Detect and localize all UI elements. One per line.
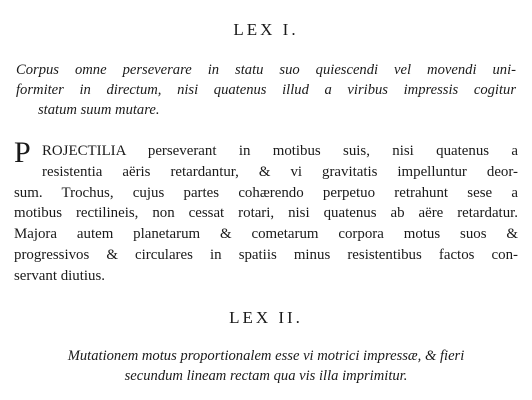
drop-cap-initial: P bbox=[14, 136, 31, 169]
commentary-line: ROJECTILIA perseverant in motibus suis, nisi quatenus a bbox=[42, 143, 518, 159]
commentary-line: progressivos & circulares in spatiis minus resistentibus factos con- bbox=[14, 246, 518, 263]
law-1-heading: LEX I. bbox=[233, 20, 299, 39]
law-1-statement-line: statum suum mutare. bbox=[38, 102, 160, 118]
commentary-line: motibus rectilineis, non cessat rotari, nisi quatenus ab aëre retardatur. bbox=[14, 205, 518, 222]
law-2-statement-line: secundum lineam rectam qua vis illa imprimitur. bbox=[124, 368, 408, 384]
law-2-statement bbox=[16, 346, 516, 386]
law-1-statement-line: formiter in directum, nisi quatenus illud a viribus impressis cogitur bbox=[16, 82, 516, 98]
law-1-statement-line: Corpus omne perseverare in statu suo quiescendi vel movendi uni- bbox=[16, 62, 516, 78]
law-2-heading: LEX II. bbox=[229, 308, 303, 327]
law-1-commentary bbox=[14, 136, 518, 287]
commentary-line: servant diutius. bbox=[14, 267, 105, 284]
law-1-statement bbox=[16, 60, 516, 120]
commentary-line: Majora autem planetarum & cometarum corpora motus suos & bbox=[14, 226, 518, 243]
commentary-line: resistentia aëris retardantur, & vi gravitatis impelluntur deor- bbox=[42, 163, 518, 180]
law-2-statement-line: Mutationem motus proportionalem esse vi motrici impressæ, & fieri bbox=[67, 348, 465, 364]
commentary-line: sum. Trochus, cujus partes cohærendo perpetuo retrahunt sese a bbox=[14, 184, 518, 201]
